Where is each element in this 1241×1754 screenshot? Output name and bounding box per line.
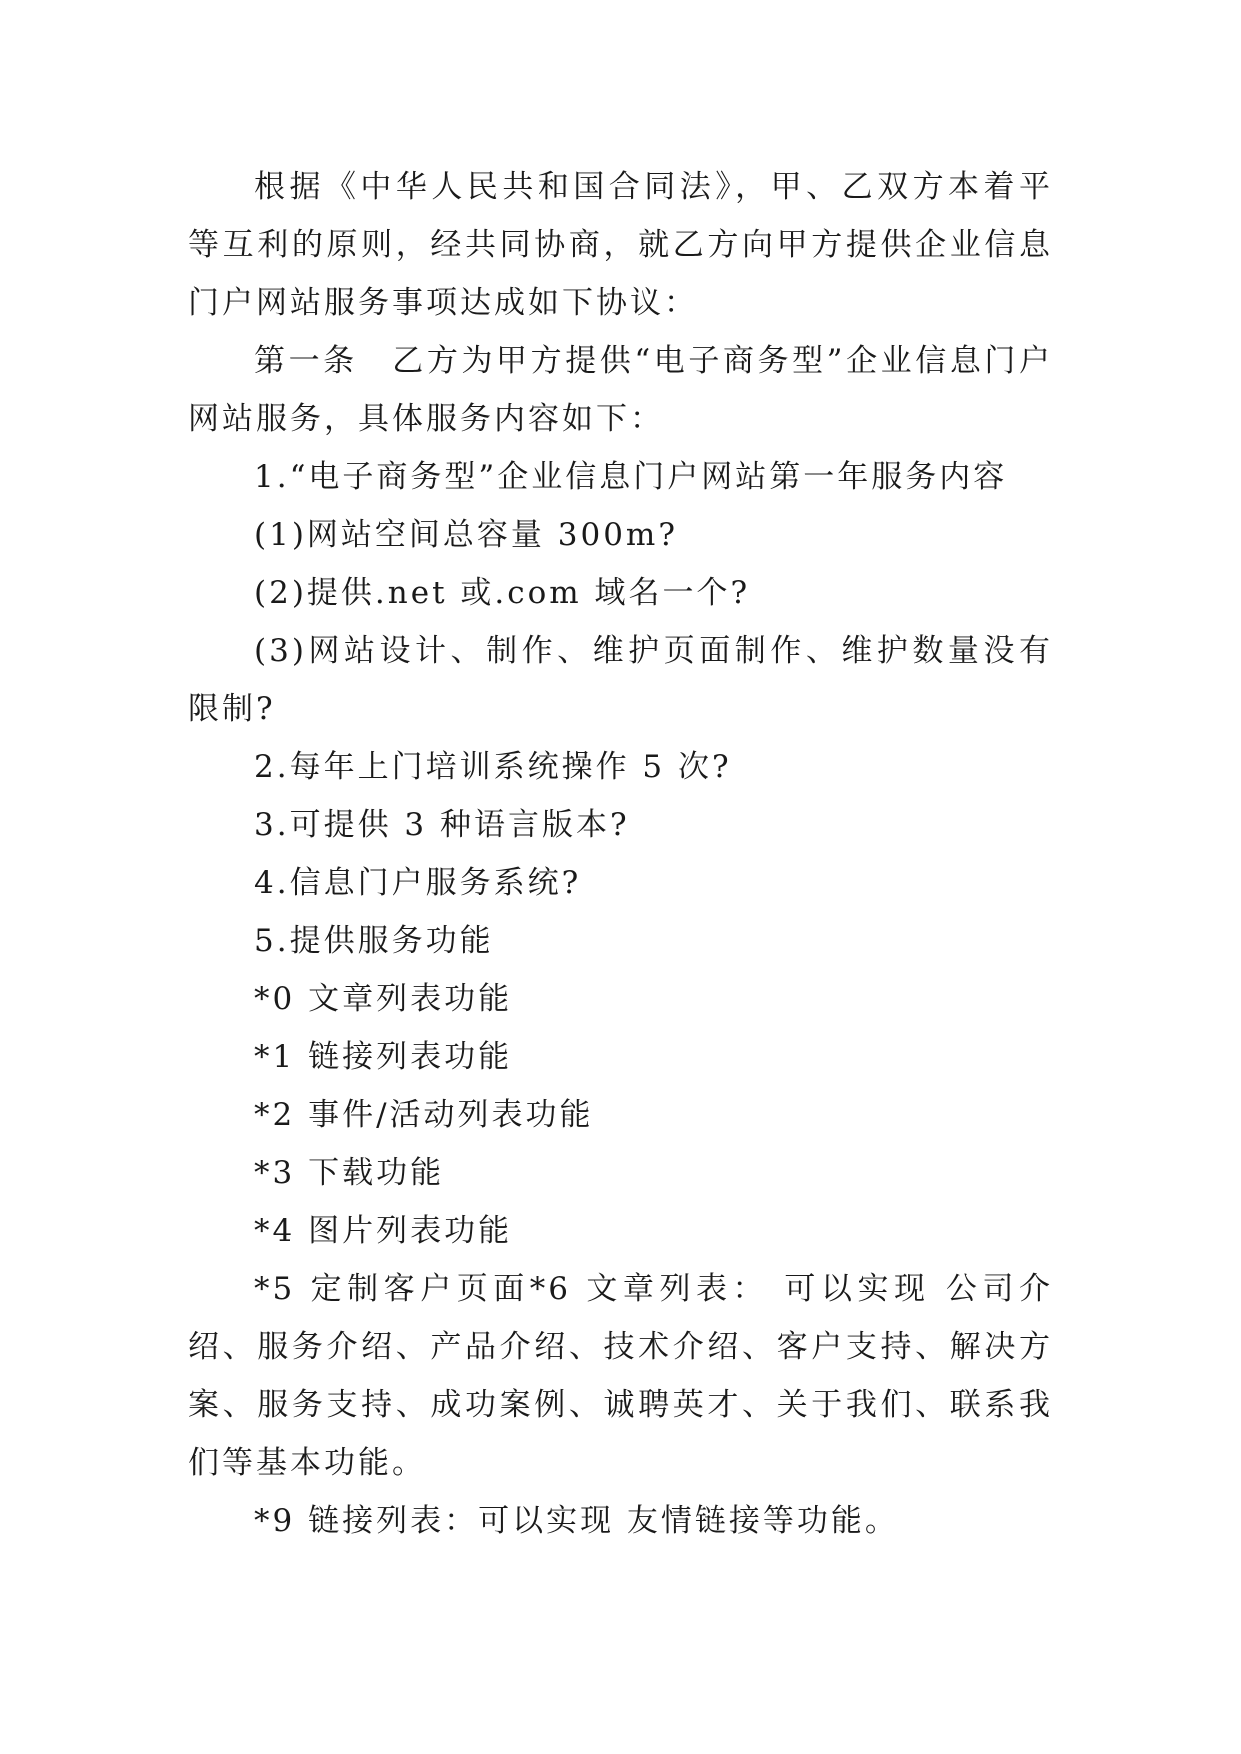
paragraph-item-1-2: (2)提供.net 或.com 域名一个?: [254, 575, 751, 611]
paragraph-item-1-1: (1)网站空间总容量 300m?: [254, 517, 678, 553]
document-body: [188, 158, 1053, 1550]
paragraph-function-9: *9 链接列表：可以实现 友情链接等功能。: [254, 1503, 899, 1539]
paragraph-article-one: 第一条 乙方为甲方提供“电子商务型”企业信息门户网站服务，具体服务内容如下：: [188, 343, 1053, 437]
paragraph-item-1: 1.“电子商务型”企业信息门户网站第一年服务内容: [254, 459, 1008, 495]
paragraph-item-1-3: (3)网站设计、制作、维护页面制作、维护数量没有限制?: [188, 633, 1053, 727]
paragraph-preamble: 根据《中华人民共和国合同法》，甲、乙双方本着平等互利的原则，经共同协商，就乙方向甲方提供企业信息门户网站服务事项达成如下协议：: [188, 169, 1053, 321]
paragraph-function-1: *1 链接列表功能: [254, 1039, 513, 1075]
paragraph-item-5: 5.提供服务功能: [254, 923, 494, 959]
paragraph-item-3: 3.可提供 3 种语言版本?: [254, 807, 630, 843]
paragraph-item-4: 4.信息门户服务系统?: [254, 865, 582, 901]
paragraph-function-0: *0 文章列表功能: [254, 981, 513, 1017]
paragraph-function-4: *4 图片列表功能: [254, 1213, 513, 1249]
paragraph-function-2: *2 事件/活动列表功能: [254, 1097, 594, 1133]
paragraph-item-2: 2.每年上门培训系统操作 5 次?: [254, 749, 732, 785]
paragraph-function-5-6: *5 定制客户页面*6 文章列表： 可以实现 公司介绍、服务介绍、产品介绍、技术介绍、客户支持、解决方案、服务支持、成功案例、诚聘英才、关于我们、联系我们等基本功能。: [188, 1271, 1053, 1481]
paragraph-function-3: *3 下载功能: [254, 1155, 445, 1191]
